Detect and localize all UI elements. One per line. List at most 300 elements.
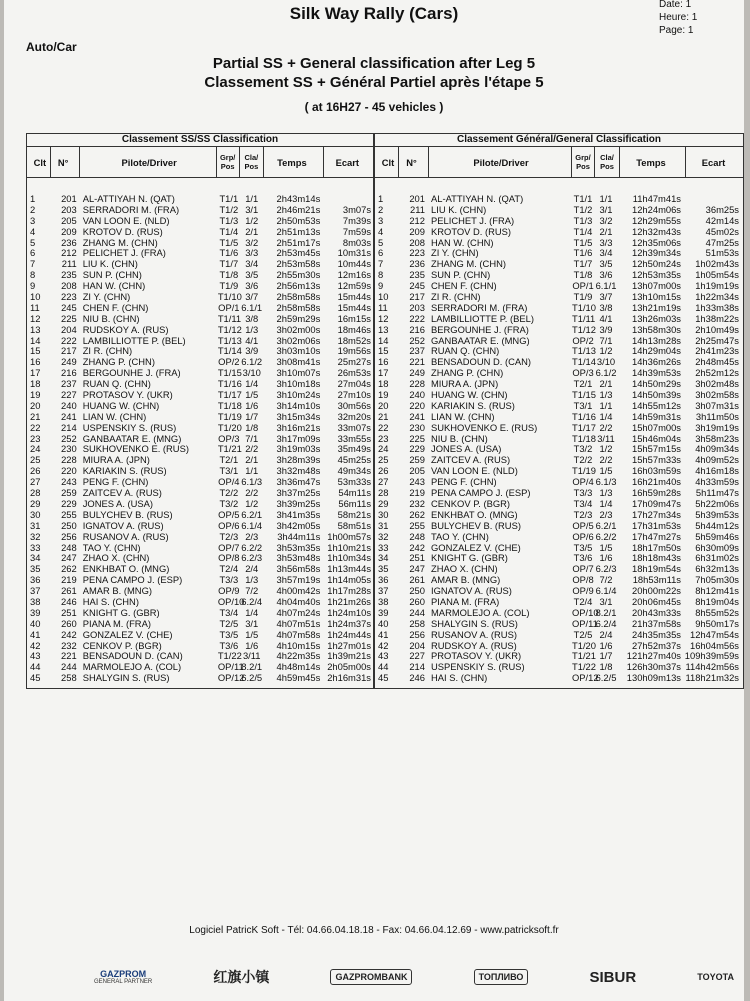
cell-cla: 2/1 [245, 225, 259, 237]
cell-no: 209 [61, 225, 77, 237]
table-row [27, 401, 373, 412]
cell-clt: 20 [378, 399, 389, 411]
cell-grp: T2/5 [219, 617, 239, 629]
cell-no: 223 [409, 247, 425, 259]
cell-no: 246 [61, 595, 77, 607]
cell-driver: KNIGHT G. (GBR) [431, 552, 508, 564]
cell-gap: 54m11s [338, 487, 372, 499]
cell-cla: 3/10 [596, 356, 616, 368]
table-row [27, 336, 373, 347]
sponsor-sibur-name: SIBUR [589, 968, 637, 986]
cell-grp: T3/4 [573, 497, 593, 509]
cell-cla: 4/1 [599, 312, 613, 324]
cell-no: 214 [409, 661, 425, 673]
cell-grp: OP/6 [218, 519, 240, 531]
cell-no: 244 [409, 606, 425, 618]
cell-cla: 3/3 [245, 247, 259, 259]
cell-grp: T1/5 [219, 236, 239, 248]
cell-cla: 3/11 [242, 650, 261, 662]
cell-grp: T1/4 [573, 225, 593, 237]
cell-cla: 7/1 [599, 334, 613, 346]
cell-gap: 4h33m59s [695, 476, 739, 488]
cell-clt: 1 [378, 193, 384, 204]
cell-clt: 16 [378, 356, 389, 368]
cell-gap: 1h24m10s [327, 606, 372, 618]
cell-gap: 33m07s [337, 421, 371, 433]
cell-clt: 12 [30, 312, 41, 324]
header-clt: Clt [27, 147, 51, 177]
cell-grp: T3/5 [573, 541, 593, 553]
cell-cla: 2/2 [599, 421, 613, 433]
cell-cla: 1/2 [245, 497, 259, 509]
cell-gap: 5h22m06s [695, 497, 739, 509]
cell-no: 223 [61, 291, 77, 303]
cell-cla: 1/5 [599, 465, 613, 477]
cell-time: 27h52m37s [632, 639, 681, 651]
cell-clt: 23 [378, 432, 389, 444]
cell-no: 260 [409, 595, 425, 607]
cell-no: 241 [409, 410, 425, 422]
cell-clt: 22 [378, 421, 389, 433]
cell-driver: ZHAO X. (CHN) [82, 552, 150, 564]
cell-driver: RUDSKOY A. (RUS) [431, 639, 517, 651]
cell-no: 211 [61, 258, 77, 270]
cell-no: 240 [61, 399, 77, 411]
cell-cla: 1/8 [245, 421, 259, 433]
cell-grp: OP/4 [572, 476, 594, 488]
cell-driver: MARMOLEJO A. (COL) [431, 606, 530, 618]
cell-no: 220 [409, 399, 425, 411]
cell-clt: 21 [30, 410, 41, 422]
cell-gap: 1h14m05s [327, 574, 372, 586]
cell-gap: 7m59s [342, 225, 372, 237]
cell-gap: 9h50m17s [695, 617, 739, 629]
cell-driver: KARIAKIN S. (RUS) [431, 399, 515, 411]
cell-time: 14h55m12s [632, 399, 681, 411]
cell-clt: 40 [30, 617, 41, 629]
cell-no: 262 [61, 563, 77, 575]
cell-cla: 1/8 [599, 661, 613, 673]
cell-driver: PENA CAMPO J. (ESP) [431, 487, 531, 499]
sponsor-toyota-name: TOYOTA [697, 972, 734, 982]
cell-grp: T2/2 [219, 487, 239, 499]
cell-cla: 3/8 [599, 301, 613, 313]
cell-grp: OP/8 [572, 574, 594, 586]
cell-grp: T3/5 [219, 628, 239, 640]
table-row [27, 510, 373, 521]
cell-driver: ZHANG P. (CHN) [431, 367, 504, 379]
cell-time: 121h27m40s [626, 650, 681, 662]
cell-grp: OP/12 [217, 672, 245, 684]
cell-grp: OP/12 [572, 672, 599, 684]
cell-time: 2h51m17s [276, 236, 321, 248]
cell-clt: 2 [378, 203, 384, 215]
cell-no: 247 [61, 552, 77, 564]
cell-gap: 33m55s [337, 432, 372, 444]
cell-time: 11h47m41s [632, 193, 681, 204]
cell-time: 14h39m53s [632, 367, 681, 379]
cell-cla: 1/2 [599, 443, 613, 455]
cell-cla: 3/5 [599, 258, 613, 270]
cell-no: 227 [409, 650, 425, 662]
table-row [27, 488, 373, 499]
cell-gap: 12m16s [337, 269, 372, 281]
cell-gap: 2h10m49s [695, 323, 739, 335]
cell-gap: 30m56s [337, 399, 371, 411]
cell-driver: BENSADOUN D. (CAN) [82, 650, 183, 662]
cell-clt: 41 [378, 628, 389, 640]
cell-driver: KARIAKIN S. (RUS) [82, 465, 167, 477]
cell-grp: OP/10 [572, 606, 599, 618]
cell-clt: 45 [30, 672, 41, 684]
cell-clt: 3 [378, 214, 384, 226]
cell-cla: 6.2/3 [241, 552, 263, 564]
cell-grp: T1/16 [572, 410, 596, 422]
cell-grp: T3/6 [219, 639, 239, 651]
table-row [27, 466, 373, 477]
cell-no: 251 [61, 606, 77, 618]
table-row [27, 412, 373, 423]
cell-no: 232 [409, 497, 425, 509]
cell-cla: 3/2 [599, 214, 613, 226]
cell-no: 219 [61, 574, 77, 586]
cell-clt: 31 [378, 519, 389, 531]
cell-gap: 53m33s [337, 476, 372, 488]
cell-clt: 13 [378, 323, 389, 335]
section-title: Classement SS/SS Classification [26, 133, 374, 146]
cell-time: 3h57m19s [276, 574, 321, 586]
cell-grp: T1/13 [572, 345, 596, 357]
cell-cla: 1/4 [245, 606, 259, 618]
cell-grp: T1/12 [572, 323, 596, 335]
cell-clt: 33 [30, 541, 41, 553]
cell-grp: T1/21 [217, 443, 242, 455]
cell-cla: 8.2/1 [241, 661, 263, 673]
cell-gap: 32m20s [337, 410, 371, 422]
cell-cla: 6.2/1 [241, 508, 263, 520]
cell-gap: 58m51s [337, 519, 372, 531]
table-row [27, 521, 373, 532]
cell-no: 216 [409, 323, 425, 335]
cell-grp: T3/1 [219, 465, 239, 477]
cell-grp: OP/7 [572, 563, 594, 575]
cell-gap: 3m07s [342, 203, 372, 215]
cell-driver: VAN LOON E. (NLD) [82, 214, 170, 226]
cell-gap: 6h31m02s [695, 552, 739, 564]
cell-time: 4h04m40s [276, 595, 321, 607]
sponsor-gazprom-sub: GENERAL PARTNER [94, 979, 153, 985]
cell-no: 208 [409, 236, 425, 248]
cell-clt: 14 [378, 334, 389, 346]
cell-time: 20h00m22s [632, 585, 681, 597]
cell-gap: 12h47m54s [690, 628, 739, 640]
cell-grp: T3/3 [573, 487, 593, 499]
cell-driver: IGNATOV A. (RUS) [431, 585, 512, 597]
table-row [27, 379, 373, 390]
cell-cla: 1/1 [245, 465, 259, 477]
cell-gap: 1h19m19s [695, 280, 739, 292]
cell-no: 243 [409, 476, 425, 488]
cell-no: 243 [61, 476, 77, 488]
meta-page: Page: 1 [659, 25, 694, 36]
cell-cla: 1/2 [245, 214, 259, 226]
cell-time: 2h58m58s [276, 301, 321, 313]
cell-time: 3h02m06s [276, 334, 321, 346]
cell-time: 15h57m15s [632, 443, 681, 455]
cell-driver: ZI R. (CHN) [431, 291, 481, 303]
cell-clt: 27 [378, 476, 389, 488]
cell-clt: 36 [378, 574, 389, 586]
cell-driver: HAN W. (CHN) [82, 280, 146, 292]
stage-classification-table [26, 133, 374, 689]
cell-clt: 39 [30, 606, 41, 618]
table-row [27, 619, 373, 630]
cell-driver: KROTOV D. (RUS) [82, 225, 163, 237]
cell-no: 235 [409, 269, 425, 281]
cell-grp: T1/6 [219, 247, 239, 259]
cell-clt: 24 [30, 443, 41, 455]
cell-clt: 29 [378, 497, 389, 509]
cell-time: 3h37m25s [276, 487, 321, 499]
cell-grp: T1/13 [217, 334, 242, 346]
header-time: Temps [264, 147, 323, 177]
cell-no: 232 [61, 639, 77, 651]
table-row [27, 216, 373, 227]
header-gap: Ecart [335, 156, 360, 168]
cell-clt: 35 [378, 563, 389, 575]
cell-gap: 1h05m54s [695, 269, 739, 281]
cell-grp: T1/14 [572, 356, 596, 368]
cell-time: 3h03m10s [276, 345, 321, 357]
cell-cla: 1/6 [245, 639, 259, 651]
cell-grp: OP/9 [572, 585, 594, 597]
cell-no: 245 [61, 301, 77, 313]
cell-gap: 109h39m59s [684, 650, 739, 662]
table-row [27, 390, 373, 401]
cell-clt: 23 [30, 432, 41, 444]
cell-cla: 3/7 [245, 291, 259, 303]
cell-driver: ZHANG P. (CHN) [82, 356, 155, 368]
cell-grp: T1/7 [573, 258, 593, 270]
cell-driver: USPENSKIY S. (RUS) [431, 661, 525, 673]
cell-grp: T1/8 [573, 269, 593, 281]
cell-time: 3h44m11s [277, 530, 321, 542]
cell-cla: 1/4 [599, 410, 613, 422]
cell-cla: 3/1 [245, 203, 259, 215]
cell-clt: 33 [378, 541, 389, 553]
cell-driver: BERGOUNHE J. (FRA) [82, 367, 181, 379]
table-row [27, 194, 373, 205]
table-row [27, 227, 373, 238]
cell-time: 15h46m04s [632, 432, 681, 444]
cell-time: 13h07m00s [632, 280, 681, 292]
cell-time: 14h13m28s [632, 334, 681, 346]
cell-time: 12h50m24s [632, 258, 681, 270]
cell-driver: ENKHBAT O. (MNG) [82, 563, 170, 575]
cell-clt: 4 [378, 225, 384, 237]
cell-clt: 38 [30, 595, 41, 607]
cell-driver: AMAR B. (MNG) [431, 574, 501, 586]
cell-clt: 25 [378, 454, 389, 466]
cell-time: 3h08m41s [276, 356, 321, 368]
cell-time: 12h35m06s [632, 236, 681, 248]
cell-gap: 47m25s [705, 236, 739, 248]
cell-no: 258 [409, 617, 425, 629]
cell-clt: 8 [378, 269, 384, 281]
table-row [27, 205, 373, 216]
cell-gap: 19m56s [337, 345, 371, 357]
cell-grp: T2/3 [573, 508, 593, 520]
cell-no: 209 [409, 225, 425, 237]
cell-grp: T2/2 [573, 454, 593, 466]
cell-cla: 3/3 [599, 236, 613, 248]
cell-clt: 37 [30, 585, 41, 597]
cell-time: 2h56m13s [276, 280, 321, 292]
header-no: N° [399, 147, 429, 177]
cell-no: 235 [61, 269, 77, 281]
cell-grp: OP/8 [218, 552, 240, 564]
cell-gap: 7h05m30s [695, 574, 739, 586]
cell-no: 236 [61, 236, 77, 248]
cell-no: 260 [61, 617, 77, 629]
table-row [27, 303, 373, 314]
cell-no: 201 [61, 193, 77, 204]
cell-grp: T1/9 [573, 291, 593, 303]
cell-cla: 3/1 [245, 617, 259, 629]
table-row [27, 641, 373, 652]
cell-grp: T1/22 [572, 661, 596, 673]
cell-time: 3h17m09s [276, 432, 321, 444]
cell-time: 20h43m33s [632, 606, 681, 618]
cell-clt: 21 [378, 410, 389, 422]
cell-clt: 27 [30, 476, 41, 488]
cell-driver: HUANG W. (CHN) [82, 399, 160, 411]
cell-gap: 35m49s [337, 443, 371, 455]
cell-time: 4h07m51s [276, 617, 321, 629]
cell-grp: T1/2 [573, 203, 593, 215]
cell-grp: T1/14 [217, 345, 242, 357]
cell-grp: T3/6 [573, 552, 593, 564]
cell-no: 221 [61, 650, 77, 662]
cell-gap: 18m46s [337, 323, 371, 335]
cell-cla: 3/1 [599, 595, 613, 607]
cell-no: 212 [409, 214, 425, 226]
cell-no: 236 [409, 258, 425, 270]
cell-cla: 6.2/3 [595, 563, 617, 575]
cell-driver: AL-ATTIYAH N. (QAT) [82, 193, 175, 204]
cell-cla: 6.2/4 [595, 617, 617, 629]
cell-time: 3h02m00s [276, 323, 321, 335]
cell-cla: 6.1/1 [241, 301, 263, 313]
cell-no: 217 [61, 345, 77, 357]
cell-clt: 14 [30, 334, 41, 346]
cell-time: 12h32m43s [632, 225, 681, 237]
sponsor-bar [94, 960, 734, 994]
cell-cla: 1/6 [599, 552, 613, 564]
cell-grp: T3/4 [219, 606, 239, 618]
cell-cla: 7/2 [599, 574, 613, 586]
table-row [375, 630, 743, 641]
cell-driver: USPENSKIY S. (RUS) [82, 421, 177, 433]
cell-cla: 4/1 [245, 334, 259, 346]
table-row [27, 662, 373, 673]
cell-gap: 6h30m09s [695, 541, 739, 553]
cell-time: 3h28m39s [276, 454, 321, 466]
cell-clt: 36 [30, 574, 41, 586]
table-row [27, 630, 373, 641]
cell-cla: 2/2 [245, 487, 259, 499]
cell-grp: T1/1 [219, 193, 239, 204]
cell-driver: RUSANOV A. (RUS) [431, 628, 517, 640]
cell-clt: 6 [378, 247, 384, 259]
header-clt: Clt [375, 147, 399, 177]
cell-driver: NIU B. (CHN) [431, 432, 488, 444]
cell-grp: OP/5 [218, 508, 240, 520]
header-grp: Grp/ Pos [572, 147, 595, 177]
cell-time: 4h07m58s [276, 628, 321, 640]
cell-driver: LIU K. (CHN) [82, 258, 138, 270]
cell-driver: GONZALEZ V. (CHE) [431, 541, 521, 553]
page-title: Silk Way Rally (Cars) [289, 4, 459, 23]
cell-time: 3h10m24s [276, 389, 321, 401]
sponsor-toplivo [474, 969, 529, 985]
cell-cla: 1/3 [599, 487, 613, 499]
cell-grp: T1/3 [219, 214, 239, 226]
cell-gap: 4h16m18s [695, 465, 739, 477]
cell-clt: 11 [30, 301, 40, 313]
cell-driver: CENKOV P. (BGR) [431, 497, 511, 509]
cell-driver: AMAR B. (MNG) [82, 585, 152, 597]
cell-no: 241 [61, 410, 77, 422]
table-row [27, 325, 373, 336]
cell-gap: 1h21m26s [327, 595, 371, 607]
cell-driver: ZI Y. (CHN) [431, 247, 479, 259]
cell-gap: 2h05m00s [327, 661, 371, 673]
cell-grp: T1/17 [217, 389, 242, 401]
cell-driver: SHALYGIN S. (RUS) [82, 672, 170, 684]
cell-grp: OP/2 [572, 334, 594, 346]
cell-gap: 3h07m31s [695, 399, 739, 411]
cell-grp: OP/3 [572, 367, 594, 379]
table-row [27, 259, 373, 270]
cell-gap: 1h24m37s [327, 617, 372, 629]
cell-clt: 28 [30, 487, 41, 499]
cell-cla: 6.1/2 [241, 356, 263, 368]
cell-grp: T1/15 [217, 367, 242, 379]
cell-cla: 1/4 [245, 378, 259, 390]
heading-french: Classement SS + Général Partiel après l'étape 5 [204, 74, 544, 91]
cell-clt: 28 [378, 487, 389, 499]
cell-gap: 10m44s [337, 258, 372, 270]
cell-gap: 2h25m47s [695, 334, 739, 346]
cell-grp: T1/2 [219, 203, 239, 215]
cell-time: 18h17m50s [632, 541, 681, 553]
cell-grp: T2/4 [573, 595, 593, 607]
cell-cla: 6.2/2 [595, 530, 617, 542]
cell-time: 20h06m45s [632, 595, 681, 607]
table-row [375, 673, 743, 684]
cell-cla: 1/7 [245, 410, 259, 422]
cell-cla: 1/7 [599, 650, 613, 662]
table-row [27, 346, 373, 357]
cell-cla: 3/9 [245, 345, 259, 357]
cell-clt: 25 [30, 454, 41, 466]
cell-clt: 44 [30, 661, 41, 673]
cell-clt: 11 [378, 301, 388, 313]
cell-grp: T1/9 [219, 280, 239, 292]
cell-time: 13h58m30s [632, 323, 681, 335]
cell-no: 255 [409, 519, 425, 531]
